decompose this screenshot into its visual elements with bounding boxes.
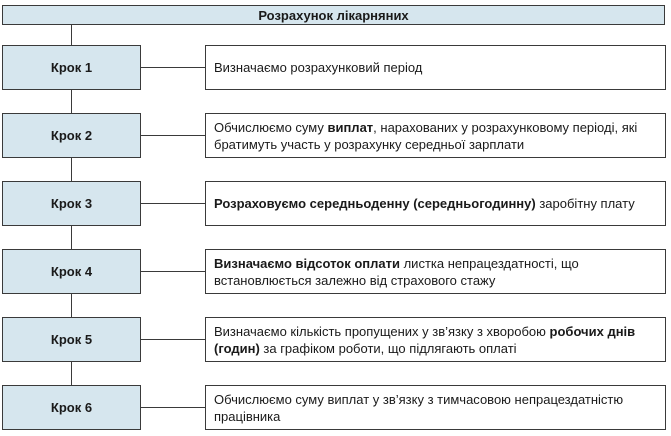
description-bold-segment: робочих днів (годин) [214, 323, 636, 356]
step-description-box [205, 385, 666, 430]
step-label-box: Крок 3 [2, 181, 141, 226]
description-segment: Обчислюємо суму виплат у зв’язку з тимчасовою непрацездатністю працівника [214, 391, 624, 424]
description-segment: листка непрацездатності, що встановлюється залежно від страхового стажу [214, 255, 579, 288]
step-description-text [214, 195, 635, 212]
step-connector-line [141, 135, 205, 136]
step-connector-line [141, 407, 205, 408]
step-connector-line [141, 67, 205, 68]
step-description-text [214, 323, 657, 357]
step-connector-line [141, 339, 205, 340]
step-description-box [205, 181, 666, 226]
description-bold-segment: Розраховуємо середньоденну (середньогодинну) [214, 196, 536, 211]
step-label-box: Крок 1 [2, 45, 141, 90]
step-label-box: Крок 2 [2, 113, 141, 158]
step-description-box [205, 45, 666, 90]
description-segment: заробітну плату [535, 196, 635, 211]
description-segment: , нарахованих у розрахунковому періоді, які братимуть участь у розрахунку середньої зарплати [214, 119, 638, 152]
description-segment: Визначаємо розрахунковий період [214, 60, 423, 75]
step-description-box [205, 249, 666, 294]
step-connector-line [141, 203, 205, 204]
description-bold-segment: Визначаємо відсоток оплати [214, 255, 400, 271]
step-description-text [214, 255, 657, 289]
description-segment: за графіком роботи, що підлягають оплаті [259, 340, 517, 356]
step-description-text [214, 119, 657, 153]
diagram-title: Розрахунок лікарняних [2, 5, 665, 25]
step-label-box: Крок 6 [2, 385, 141, 430]
step-connector-line [141, 271, 205, 272]
step-description-box [205, 113, 666, 158]
description-segment: Визначаємо кількість пропущених у зв’язку з хворобою [214, 323, 550, 339]
step-label-box: Крок 4 [2, 249, 141, 294]
description-bold-segment: виплат [327, 119, 374, 135]
description-segment: Обчислюємо суму [214, 119, 328, 135]
step-description-text [214, 391, 657, 425]
step-label-box: Крок 5 [2, 317, 141, 362]
step-description-box [205, 317, 666, 362]
step-description-text [214, 59, 422, 76]
